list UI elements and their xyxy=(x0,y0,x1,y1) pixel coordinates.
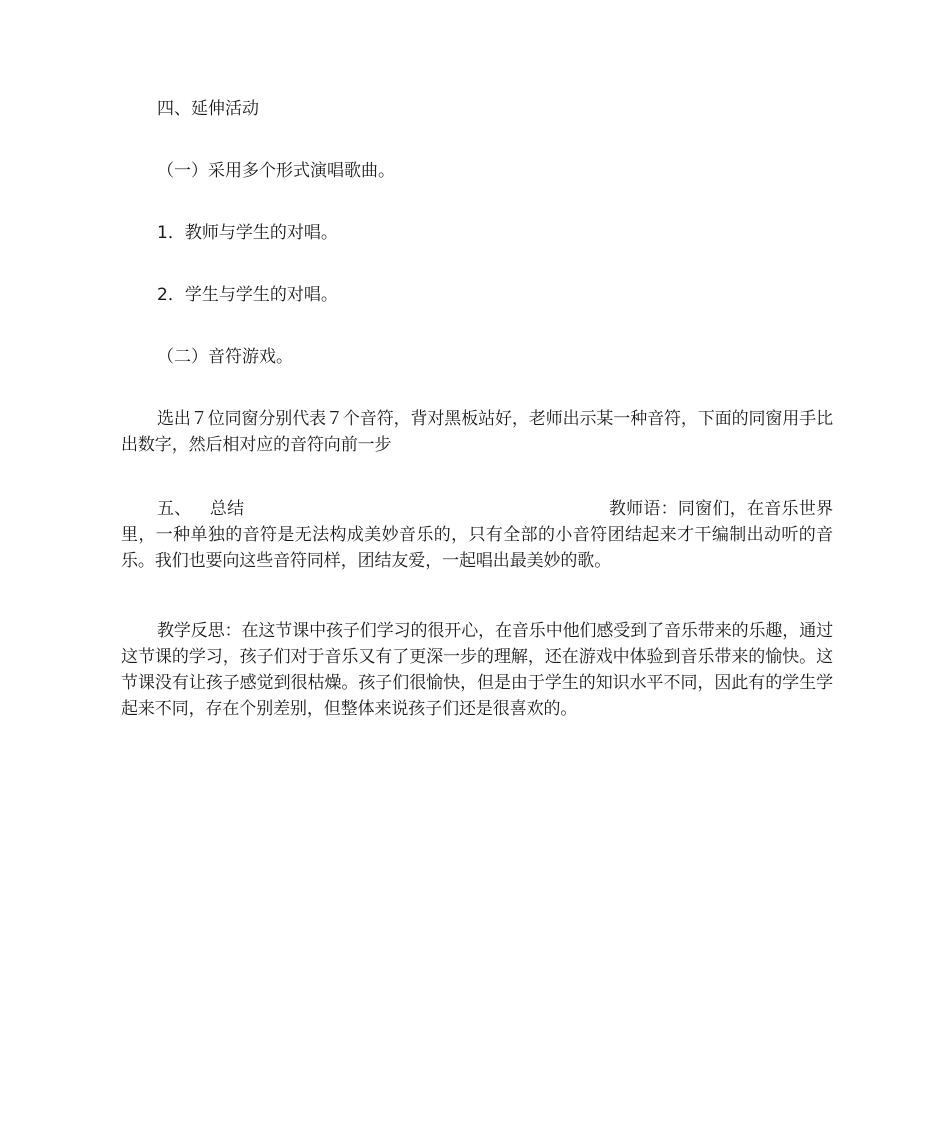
teaching-reflection-paragraph: 教学反思：在这节课中孩子们学习的很开心，在音乐中他们感受到了音乐带来的乐趣，通过这节课的学习，孩子们对于音乐又有了更深一步的理解，还在游戏中体验到音乐带来的愉快。这节课没有让孩子感觉到很枯燥。孩子们很愉快，但是由于学生的知识水平不同，因此有的学生学起来不同，存在个别差别，但整体来说孩子们还是很喜欢的。 xyxy=(121,621,833,719)
section5-number: 五、 xyxy=(157,499,192,519)
section5-paragraph xyxy=(121,496,833,574)
game-paragraph: 选出７位同窗分别代表７个音符，背对黑板站好，老师出示某一种音符，下面的同窗用手比出数字，然后相对应的音符向前一步 xyxy=(121,409,833,455)
subsection1-heading: （一）采用多个形式演唱歌曲。 xyxy=(157,161,395,181)
list-item-teacher-student: 1．教师与学生的对唱。 xyxy=(157,223,338,243)
list-item-student-student: 2．学生与学生的对唱。 xyxy=(157,285,338,305)
subsection2-heading: （二）音符游戏。 xyxy=(157,347,293,367)
section5-text-rest: 界里，一种单独的音符是无法构成美妙音乐的，只有全部的小音符团结起来才干编制出动听的音乐。我们也要向这些音符同样，团结友爱，一起唱出最美妙的歌。 xyxy=(121,499,833,571)
section4-heading: 四、延伸活动 xyxy=(157,99,259,119)
section5-text-lead: 教师语：同窗们，在音乐世 xyxy=(608,499,817,519)
section5-title: 总结 xyxy=(209,499,245,519)
